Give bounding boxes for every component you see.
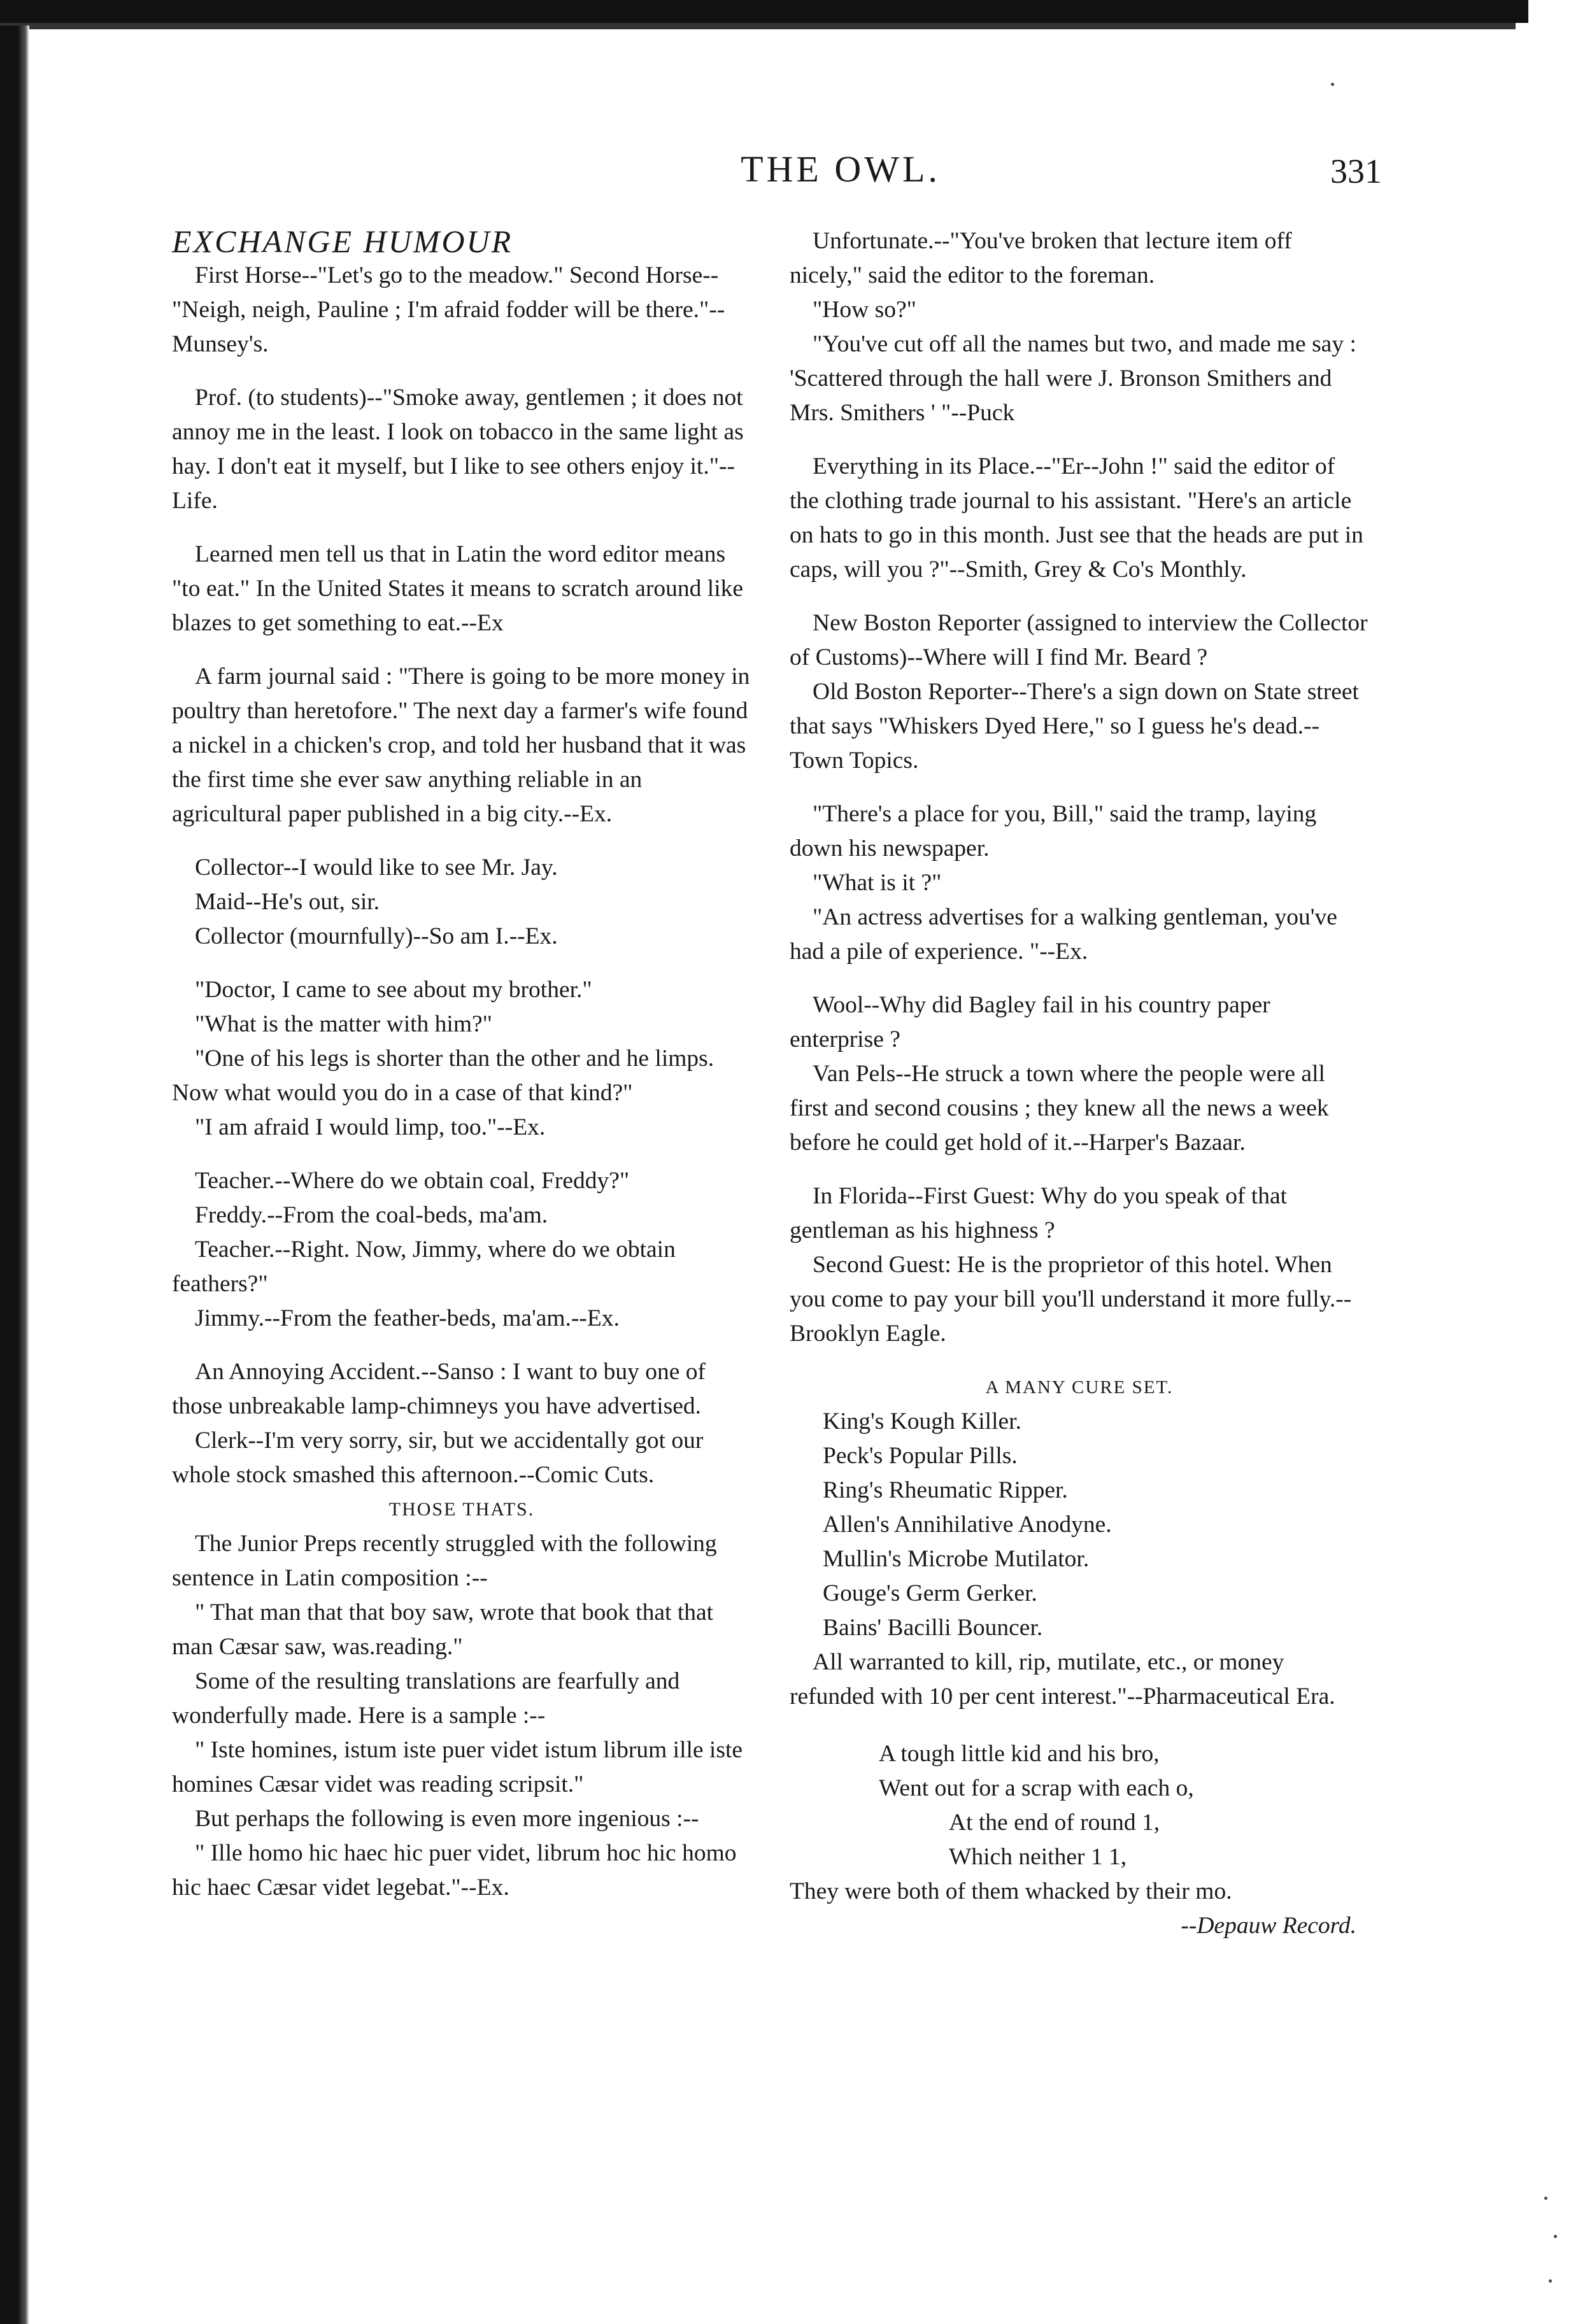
speck (1331, 83, 1334, 86)
poem-line: Went out for a scrap with each o, (879, 1775, 1194, 1801)
paragraph: " That man that that boy saw, wrote that book that that man Cæsar saw, was.reading." (172, 1599, 714, 1660)
paragraph: Learned men tell us that in Latin the word editor means "to eat." In the United States it means to scratch around like blazes to get something to eat.--Ex (172, 541, 744, 636)
paragraph: "What is the matter with him?" (195, 1011, 492, 1037)
paragraph: Teacher.--Where do we obtain coal, Freddy?" (195, 1168, 630, 1194)
poem-line: They were both of them whacked by their mo. (790, 1878, 1232, 1904)
poem-attribution: --Depauw Record. (1181, 1913, 1356, 1939)
left-paragraphs (172, 259, 751, 1905)
poem (790, 1737, 1369, 1909)
paragraph: " Ille homo hic haec hic puer videt, librum hoc hic homo hic haec Cæsar videt legebat."--Ex. (172, 1840, 737, 1901)
page-title: THE OWL. (741, 148, 941, 190)
list-item: Mullin's Microbe Mutilator. (823, 1546, 1090, 1572)
list-item: Bains' Bacilli Bouncer. (823, 1615, 1043, 1641)
paragraph: "How so?" (813, 297, 916, 323)
paragraph: But perhaps the following is even more ingenious :-- (195, 1806, 699, 1832)
top-edge-bar (0, 0, 1528, 23)
paragraph: Jimmy.--From the feather-beds, ma'am.--Ex. (195, 1305, 620, 1331)
paragraph: Teacher.--Right. Now, Jimmy, where do we obtain feathers?" (172, 1236, 676, 1297)
poem-line: A tough little kid and his bro, (879, 1741, 1160, 1767)
paragraph: "What is it ?" (813, 870, 942, 896)
paragraph: " Iste homines, istum iste puer videt istum librum ille iste homines Cæsar videt was reading scripsit." (172, 1737, 743, 1797)
paragraph: Clerk--I'm very sorry, sir, but we accidentally got our whole stock smashed this afternoon.--Comic Cuts. (172, 1428, 704, 1488)
speck (1554, 2235, 1557, 2238)
page-number: 331 (1330, 152, 1382, 190)
paragraph: "There's a place for you, Bill," said the tramp, laying down his newspaper. (790, 801, 1317, 861)
paragraph: Collector (mournfully)--So am I.--Ex. (195, 923, 558, 949)
paragraph: Everything in its Place.--"Er--John !" said the editor of the clothing trade journal to his assistant. "Here's an article on hats to go in this month. Just see that the heads are put in caps, will you ?"--Smith, Grey & Co's Monthly. (790, 453, 1363, 583)
section-title: EXCHANGE HUMOUR (172, 223, 513, 259)
list-item: King's Kough Killer. (823, 1408, 1021, 1435)
paragraph: Wool--Why did Bagley fail in his country paper enterprise ? (790, 992, 1270, 1052)
paragraph: In Florida--First Guest: Why do you speak of that gentleman as his highness ? (790, 1183, 1288, 1243)
paragraph: Freddy.--From the coal-beds, ma'am. (195, 1202, 548, 1228)
paragraph: Prof. (to students)--"Smoke away, gentlemen ; it does not annoy me in the least. I look on tobacco in the same light as hay. I don't eat it myself, but I like to see others enjoy it."--Life. (172, 385, 744, 514)
paragraph: Collector--I would like to see Mr. Jay. (195, 854, 558, 881)
paragraph: "You've cut off all the names but two, and made me say : 'Scattered through the hall were J. Bronson Smithers and Mrs. Smithers ' "--Puck (790, 331, 1356, 426)
paragraph: The Junior Preps recently struggled with the following sentence in Latin composition :-- (172, 1531, 717, 1591)
speck (1544, 2197, 1547, 2200)
paragraph: Old Boston Reporter--There's a sign down on State street that says "Whiskers Dyed Here," so I guess he's dead.--Town Topics. (790, 679, 1359, 774)
left-column (172, 224, 751, 1905)
paragraph: Unfortunate.--"You've broken that lecture item off nicely," said the editor to the foreman. (790, 228, 1292, 288)
poem-line: Which neither 1 1, (949, 1844, 1127, 1870)
paragraph: New Boston Reporter (assigned to interview the Collector of Customs)--Where will I find Mr. Beard ? (790, 610, 1368, 670)
list-item: Peck's Popular Pills. (823, 1443, 1018, 1469)
paragraph: A farm journal said : "There is going to be more money in poultry than heretofore." The next day a farmer's wife found a nickel in a chicken's crop, and told her husband that it was the first time she ever saw anything reliable in an agricultural paper published in a big city.--Ex. (172, 663, 750, 827)
cure-list (790, 1405, 1369, 1645)
paragraph: "Doctor, I came to see about my brother." (195, 977, 592, 1003)
speck (1549, 2279, 1552, 2283)
paragraph: "An actress advertises for a walking gentleman, you've had a pile of experience. "--Ex. (790, 904, 1337, 965)
right-column (790, 224, 1369, 1943)
paragraph: Second Guest: He is the proprietor of this hotel. When you come to pay your bill you'll understand it more fully.--Brooklyn Eagle. (790, 1252, 1352, 1347)
top-edge-shadow (0, 23, 1516, 29)
paragraph: Van Pels--He struck a town where the people were all first and second cousins ; they knew all the news a week before he could get hold of it.--Harper's Bazaar. (790, 1061, 1329, 1156)
paragraph: "I am afraid I would limp, too."--Ex. (195, 1114, 546, 1140)
paragraph: "One of his legs is shorter than the other and he limps. Now what would you do in a case of that kind?" (172, 1045, 714, 1106)
list-item: Ring's Rheumatic Ripper. (823, 1477, 1068, 1503)
list-title: A MANY CURE SET. (985, 1377, 1174, 1398)
paragraph: Some of the resulting translations are fearfully and wonderfully made. Here is a sample :-- (172, 1668, 680, 1729)
paragraph: First Horse--"Let's go to the meadow." Second Horse--"Neigh, neigh, Pauline ; I'm afraid fodder will be there."--Munsey's. (172, 262, 725, 357)
list-item: Gouge's Germ Gerker. (823, 1580, 1037, 1606)
paragraph: Maid--He's out, sir. (195, 889, 380, 915)
paragraph: THOSE THATS. (388, 1499, 535, 1520)
list-item: Allen's Annihilative Anodyne. (823, 1512, 1112, 1538)
right-paragraphs (790, 224, 1369, 1351)
poem-line: At the end of round 1, (949, 1810, 1160, 1836)
paragraph: An Annoying Accident.--Sanso : I want to buy one of those unbreakable lamp-chimneys you have advertised. (172, 1359, 706, 1419)
binding-edge (0, 25, 29, 2324)
list-footer: All warranted to kill, rip, mutilate, etc., or money refunded with 10 per cent interest."--Pharmaceutical Era. (790, 1649, 1335, 1710)
